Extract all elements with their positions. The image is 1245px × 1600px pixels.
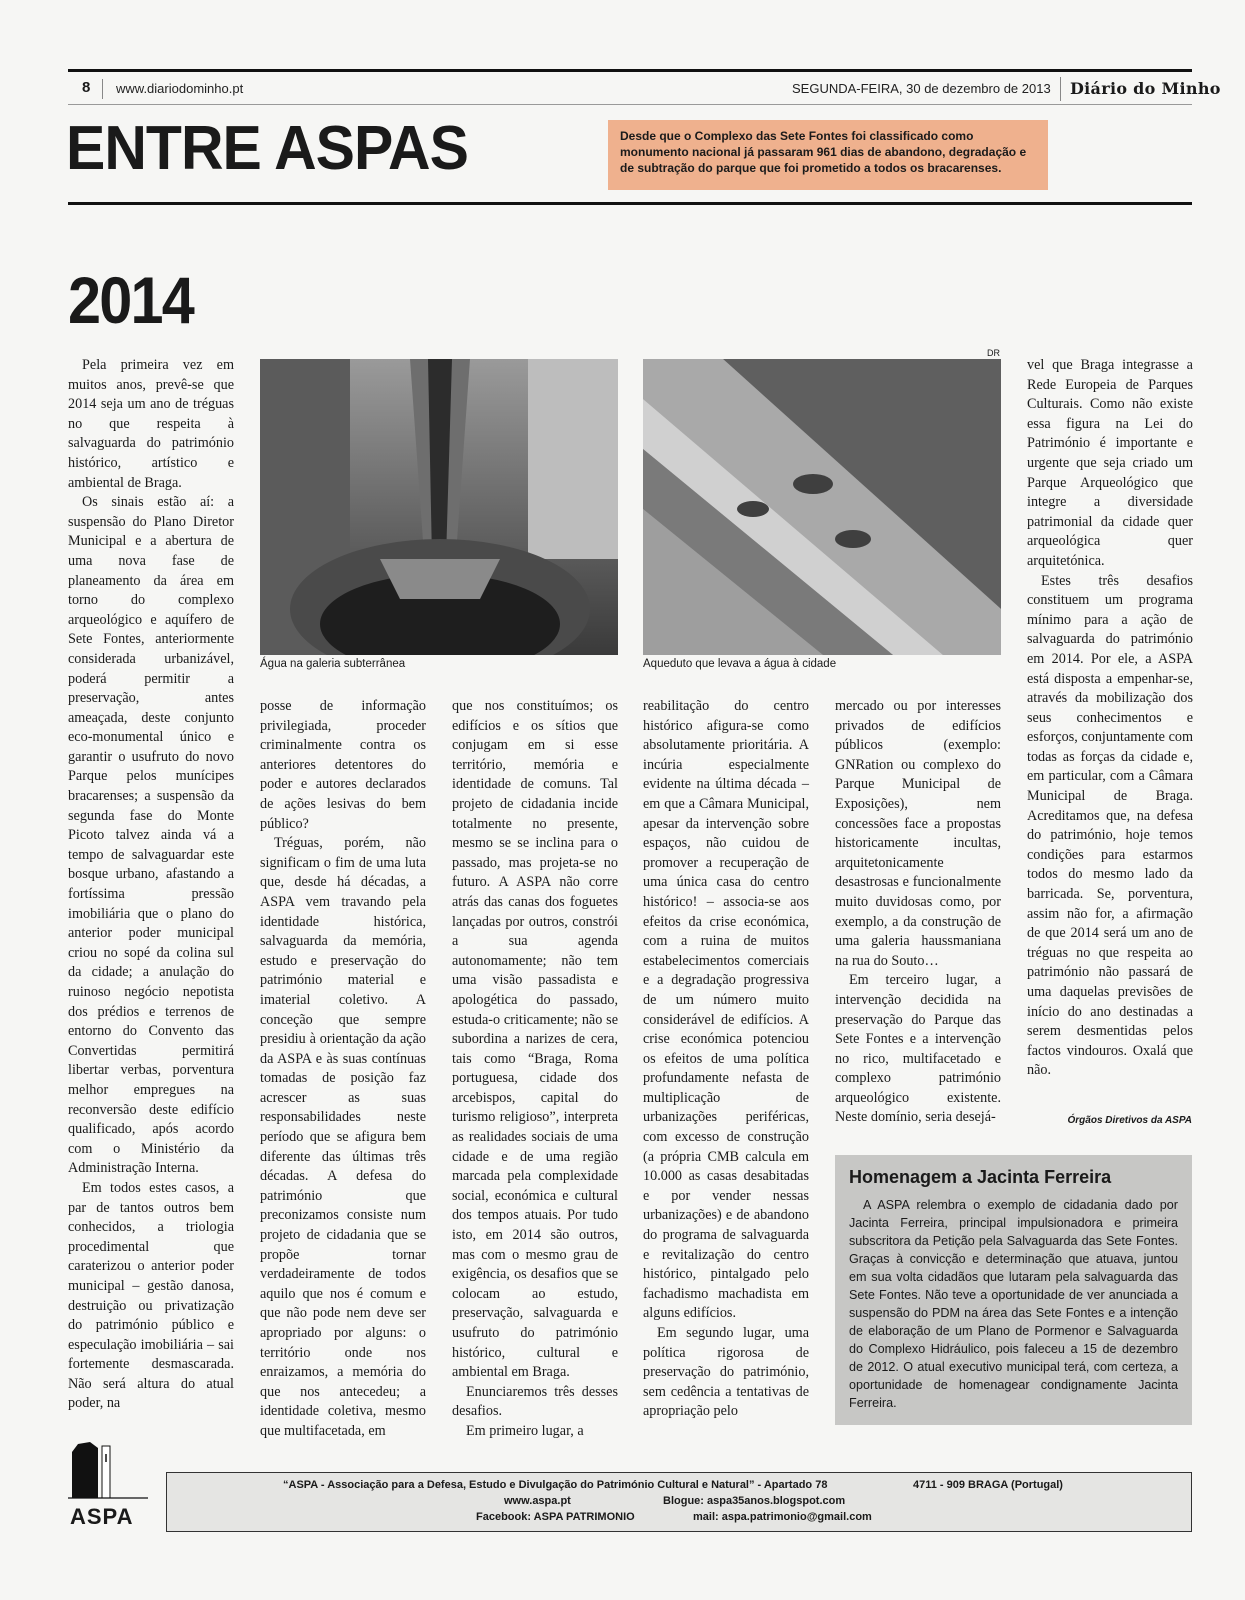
article-column-3 [452, 697, 618, 1442]
paragraph: Enunciaremos três desses desafios. [452, 1383, 618, 1420]
aspa-logo [68, 1440, 148, 1530]
paragraph: Em todos estes casos, a par de tantos outros bem conhecidos, a triologia procedimental que caraterizou o anterior poder municipal – gestão danosa, destruição ou privatização do património público e especulação imobiliária – sai fortemente desmascarada. Não será altura do atual poder, na [68, 1179, 234, 1412]
article-column-6 [1027, 356, 1193, 1081]
paragraph: vel que Braga integrasse a Rede Europeia de Parques Culturais. Como não existe essa figura na Lei do Património é importante e urgente que seja criado um Parque Arqueológico que integre a diversidade patrimonial da cidade quer arqueológica quer arquitetónica. [1027, 357, 1193, 569]
paragraph: que nos constituímos; os edifícios e os sítios que conjugam em si esse território, memória e identidade de comuns. Tal projeto de cidadania incide totalmente no presente, mesmo se se inclina para o passado, mas projeta-se no futuro. A ASPA não corre atrás das canas dos foguetes lançadas por outros, constrói a sua agenda autonomamente; não tem uma visão passadista e apologética do passado, estuda-o criticamente; não se subordina a narizes de cera, tais como “Braga, Roma portuguesa, cidade dos arcebispos, capital do turismo religioso”, interpreta as realidades sociais de uma cidade e de uma região marcada pela complexidade social, económica e cultural dos tempos atuais. Por tudo isto, em 2014 são outros, mas com o mesmo grau de exigência, os desafios que se colocam ao estudo, preservação, salvaguarda e usufruto do património histórico, cultural e ambiental em Braga. [452, 698, 618, 1381]
page-number-divider [102, 79, 103, 99]
footer-website-link[interactable]: www.aspa.pt [504, 1495, 571, 1507]
paragraph: mercado ou por interesses privados de edifícios públicos (exemplo: GNRation ou complexo do Parque Municipal de Exposições), nem concessões face a propostas historicamente incultas, arquitetonicamente desastrosas e funcionalmente muito duvidosas como, por exemplo, a da construção de uma galeria haussmaniana na rua do Souto… [835, 698, 1001, 969]
paragraph: reabilitação do centro histórico afigura-se como absolutamente prioritária. A incúria especialmente evidente na última década – em que a Câmara Municipal, apesar da intervenção sobre espaços, não cuidou de promover a recuperação de uma única casa do centro histórico! – associa-se aos efeitos da crise económica, com a ruina de muitos estabelecimentos comerciais e a degradação progressiva de um número muito considerável de edifícios. A crise económica potenciou os efeitos de uma política profundamente nefasta de multiplicação de urbanizações periféricas, com excesso de construção (a própria CMB calcula em 10.000 as casas desabitadas e por vender nessas urbanizações) e de abandono do programa de salvaguarda e revitalização do centro histórico, pintalgado pelo fachadismo machadista em alguns edifícios. [643, 698, 809, 1322]
tower-icon [68, 1440, 148, 1500]
aspa-logo-text: ASPA [70, 1504, 134, 1529]
header-thin-rule [68, 104, 1192, 105]
photo-right-caption: Aqueduto que levava a água à cidade [643, 658, 837, 670]
paragraph: Em terceiro lugar, a intervenção decidida na preservação do Parque das Sete Fontes e a intervenção no rico, multifacetado e complexo património arqueológico existente. Neste domínio, seria desejá- [835, 972, 1001, 1126]
header-date: SEGUNDA-FEIRA, 30 de dezembro de 2013 [792, 81, 1051, 96]
footer-association: “ASPA - Associação para a Defesa, Estudo e Divulgação do Património Cultural e Natural” - Apartado 78 [283, 1479, 828, 1491]
aqueduct-photo-image [643, 359, 1001, 655]
homage-box [835, 1155, 1192, 1425]
article-column-2 [260, 697, 426, 1442]
photo-credit: DR [987, 348, 1000, 358]
homage-text: A ASPA relembra o exemplo de cidadania dado por Jacinta Ferreira, principal impulsionadora e primeira subscritora da Petição pela Salvaguarda das Sete Fontes. Graças à convicção e determinação que atuava, juntou em sua volta cidadãos que lutaram pela salvaguarda das Sete Fontes. Não teve a oportunidade de ver anunciada a suspensão do PDM na área das Sete Fontes e a intenção de elaboração de um Plano de Pormenor e Salvaguarda do Complexo Hidráulico, pois faleceu a 15 de dezembro de 2012. O atual executivo municipal terá, com certeza, a oportunidade de homenagear condignamente Jacinta Ferreira. [849, 1198, 1178, 1410]
article-column-1 [68, 356, 234, 1414]
masthead-logo: Diário do Minho [1070, 79, 1221, 98]
page-number: 8 [82, 79, 91, 96]
article-headline: 2014 [68, 263, 193, 337]
footer-facebook-link[interactable]: Facebook: ASPA PATRIMONIO [476, 1511, 635, 1523]
section-bottom-rule [68, 202, 1192, 205]
header-website: www.diariodominho.pt [116, 81, 244, 96]
paragraph: Em primeiro lugar, a [466, 1422, 584, 1439]
photo-left-caption: Água na galeria subterrânea [260, 658, 406, 670]
homage-title: Homenagem a Jacinta Ferreira [849, 1167, 1112, 1187]
paragraph: Tréguas, porém, não significam o fim de uma luta que, desde há décadas, a ASPA vem travando pela identidade histórica, salvaguarda da memória, estudo e preservação do património material e imaterial coletivo. A conceção que sempre presidiu à orientação da ação da ASPA e às suas contínuas tomadas de posição faz acrescer as suas responsabilidades neste período que se afigura bem diferente das últimas três décadas. A defesa do património que preconizamos consiste num projeto de cidadania que se propõe tornar verdadeiramente de todos aquilo que nos é comum e que não pode nem deve ser apropriado por alguns: o território onde nos enraizamos, a memória do que nos antecedeu; a identidade coletiva, mesmo que multifacetada, em [260, 835, 426, 1439]
paragraph: Em segundo lugar, uma política rigorosa de preservação do património, sem cedência a tentativas de apropriação pelo [643, 1325, 809, 1420]
paragraph: Pela primeira vez em muitos anos, prevê-se que 2014 seja um ano de tréguas no que respeita à salvaguarda do património histórico, artístico e ambiental de Braga. [68, 357, 234, 491]
article-signature: Órgãos Diretivos da ASPA [1067, 1115, 1192, 1126]
masthead-divider [1060, 77, 1061, 101]
footer-box [166, 1472, 1192, 1532]
paragraph: posse de informação privilegiada, proceder criminalmente contra os anteriores detentores do poder e autores declarados de ações lesivas do bem público? [260, 698, 426, 832]
top-rule [68, 69, 1192, 72]
footer-address: 4711 - 909 BRAGA (Portugal) [913, 1479, 1063, 1491]
section-callout: Desde que o Complexo das Sete Fontes foi classificado como monumento nacional já passaram 961 dias de abandono, degradação e de subtração do parque que foi prometido a todos os bracarenses. [608, 120, 1048, 190]
gallery-photo-image [260, 359, 618, 655]
photo-aqueduct [643, 359, 1001, 655]
paragraph: Os sinais estão aí: a suspensão do Plano Diretor Municipal e a abertura de uma nova fase de planeamento da área em torno do complexo arqueológico e aquífero de Sete Fontes, anteriormente considerada urbanizável, poderá permitir a preservação, antes ameaçada, deste conjunto eco-monumental único e garantir o usufruto do novo Parque pelos munícipes bracarenses; a suspensão da segunda fase do Monte Picoto talvez ainda vá a tempo de salvaguardar este bosque urbano, afastando a fortíssima pressão imobiliária que o plano do anterior poder municipal criou no sopé da colina sul da cidade; a anulação do ruinoso negócio nepotista dos prédios e terrenos de entorno do Convento das Convertidas permitirá libertar verbas, porventura melhor empregues na reconversão deste edifício qualificado, após acordo com o Ministério da Administração Interna. [68, 494, 234, 1177]
photo-underground-gallery [260, 359, 618, 655]
section-title: ENTRE ASPAS [66, 114, 468, 183]
paragraph: Estes três desafios constituem um programa mínimo para a ação de salvaguarda do património em 2014. Por ele, a ASPA está disposta a empenhar-se, através da mobilização dos seus conhecimentos e esforços, conjuntamente com todas as forças da cidade e, em particular, com a Câmara Municipal de Braga. Acreditamos que, na defesa do património, hoje temos condições para estarmos todos do mesmo lado da barricada. Se, porventura, assim não for, a afirmação de que 2014 será um ano de tréguas no que respeita ao património não passará de uma daquelas previsões de início do ano destinadas a serem desmentidas pelos factos vindouros. Oxalá que não. [1027, 572, 1193, 1079]
article-column-4 [643, 697, 809, 1422]
footer-mail-link[interactable]: mail: aspa.patrimonio@gmail.com [693, 1511, 872, 1523]
article-column-5 [835, 697, 1001, 1128]
footer-blog-link[interactable]: Blogue: aspa35anos.blogspot.com [663, 1495, 846, 1507]
